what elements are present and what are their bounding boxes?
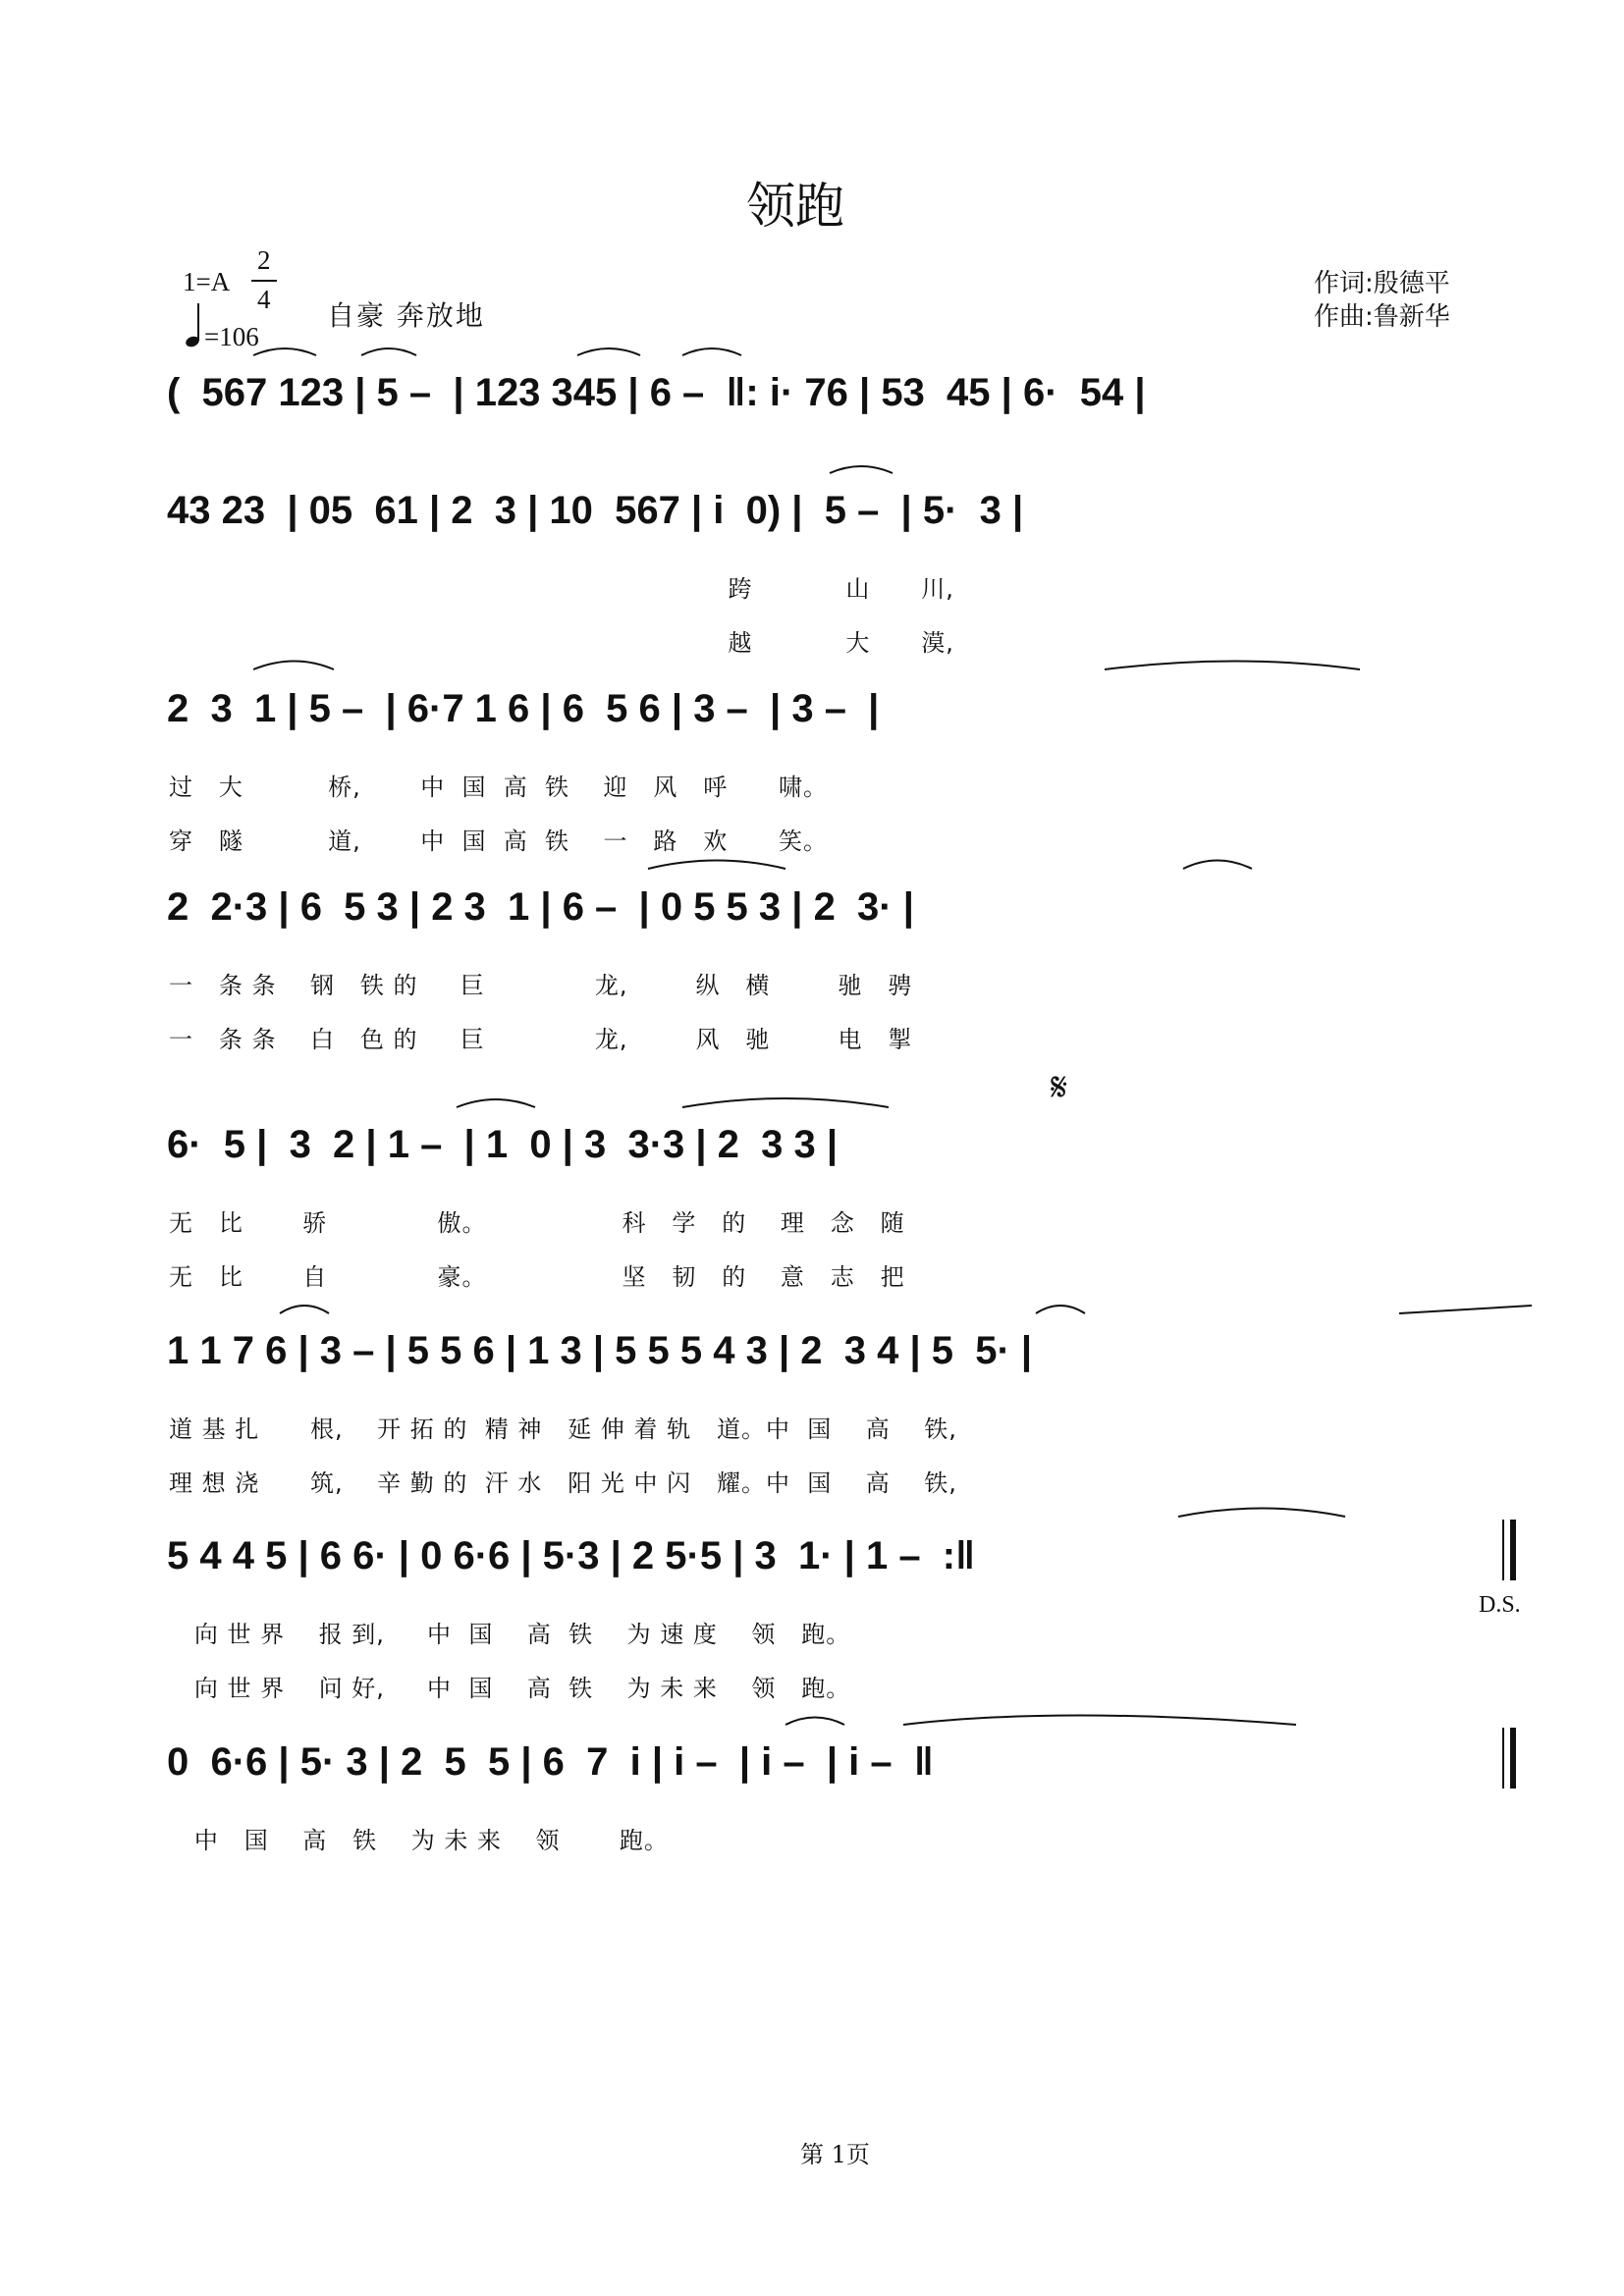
slur <box>785 1718 844 1726</box>
dal-segno-mark: D.S. <box>1479 1592 1521 1618</box>
slur <box>648 861 785 870</box>
lyric-line-2-verse-2: 越 大 漠, <box>169 629 954 657</box>
triplet-slur <box>361 348 416 355</box>
segno-sign: 𝄋 <box>1051 1065 1068 1110</box>
lyric-line-8-verse-1: 中 国 高 铁 为 未 来 领 跑。 <box>169 1827 669 1854</box>
slur <box>457 1099 535 1107</box>
lyric-line-2-verse-1: 跨 山 川, <box>169 575 954 603</box>
lyric-line-5-verse-1: 无 比 骄 傲。 科 学 的 理 念 随 <box>169 1209 905 1237</box>
lyric-line-6-verse-1: 道 基 扎 根, 开 拓 的 精 神 延 伸 着 轨 道。中 国 高 铁, <box>169 1415 957 1443</box>
repeat-end-thin-bar <box>1502 1520 1504 1580</box>
triplet-slur <box>682 348 741 355</box>
slur <box>1399 1306 1532 1313</box>
lyric-line-5-verse-2: 无 比 自 豪。 坚 韧 的 意 志 把 <box>169 1263 905 1291</box>
page-number: 第 1页 <box>800 2141 870 2168</box>
lyric-line-3-verse-1: 过 大 桥, 中 国 高 铁 迎 风 呼 啸。 <box>169 774 829 801</box>
repeat-end-bar <box>1510 1520 1516 1580</box>
time-signature-bottom: 4 <box>257 285 271 314</box>
time-signature-top: 2 <box>257 245 271 275</box>
lyricist-credit: 作词:殷德平 <box>1314 269 1450 298</box>
slur <box>903 1716 1296 1726</box>
page-title: 领跑 <box>746 178 844 235</box>
notation-line-3: 2 3 1 | 5 – | 6·7 1 6 | 6 5 6 | 3 – | 3 – | <box>167 687 880 730</box>
composer-credit: 作曲:鲁新华 <box>1314 302 1450 332</box>
notation-line-5: 6· 5 | 3 2 | 1 – | 1 0 | 3 3·3 | 2 3 3 | <box>167 1123 839 1166</box>
notation-line-6: 1 1 7 6 | 3 – | 5 5 6 | 1 3 | 5 5 5 4 3 | 2 3 4 | 5 5· | <box>167 1329 1033 1372</box>
lyric-line-4-verse-2: 一 条 条 白 色 的 巨 龙, 风 驰 电 掣 <box>169 1026 913 1053</box>
lyric-line-7-verse-2: 向 世 界 问 好, 中 国 高 铁 为 未 来 领 跑。 <box>169 1675 851 1702</box>
final-thin-bar <box>1502 1728 1504 1789</box>
triplet-slur <box>253 348 316 355</box>
tempo-marking: =106 <box>204 322 259 351</box>
lyric-line-7-verse-1: 向 世 界 报 到, 中 国 高 铁 为 速 度 领 跑。 <box>169 1621 851 1648</box>
lyric-line-3-verse-2: 穿 隧 道, 中 国 高 铁 一 路 欢 笑。 <box>169 828 829 855</box>
triplet-slur <box>577 348 640 355</box>
key-signature: 1=A <box>183 267 231 296</box>
slur <box>280 1306 329 1313</box>
triplet-slur <box>830 466 893 473</box>
slur <box>682 1098 889 1107</box>
notation-line-7: 5 4 4 5 | 6 6· | 0 6·6 | 5·3 | 2 5·5 | 3 1· | 1 – :‖ <box>167 1534 976 1577</box>
lyric-line-4-verse-1: 一 条 条 钢 铁 的 巨 龙, 纵 横 驰 骋 <box>169 972 913 999</box>
notation-line-1: ( 567 123 | 5 – | 123 345 | 6 – ‖: i· 76 | 53 45 | 6· 54 | <box>167 371 1146 414</box>
notation-line-2: 43 23 | 05 61 | 2 3 | 10 567 | i 0) | 5 – | 5· 3 | <box>167 489 1024 532</box>
lyric-line-6-verse-2: 理 想 浇 筑, 辛 勤 的 汗 水 阳 光 中 闪 耀。中 国 高 铁, <box>169 1469 957 1497</box>
final-thick-bar <box>1510 1728 1516 1789</box>
slur <box>1178 1509 1345 1518</box>
notation-line-4: 2 2·3 | 6 5 3 | 2 3 1 | 6 – | 0 5 5 3 | 2 3· | <box>167 885 914 929</box>
slur <box>1036 1306 1085 1313</box>
slur <box>1105 662 1360 670</box>
slur <box>253 662 334 670</box>
notation-line-8: 0 6·6 | 5· 3 | 2 5 5 | 6 7 i | i – | i – | i – ‖ <box>167 1740 934 1784</box>
slur <box>1183 861 1252 870</box>
expression-marking: 自豪 奔放地 <box>327 299 485 332</box>
